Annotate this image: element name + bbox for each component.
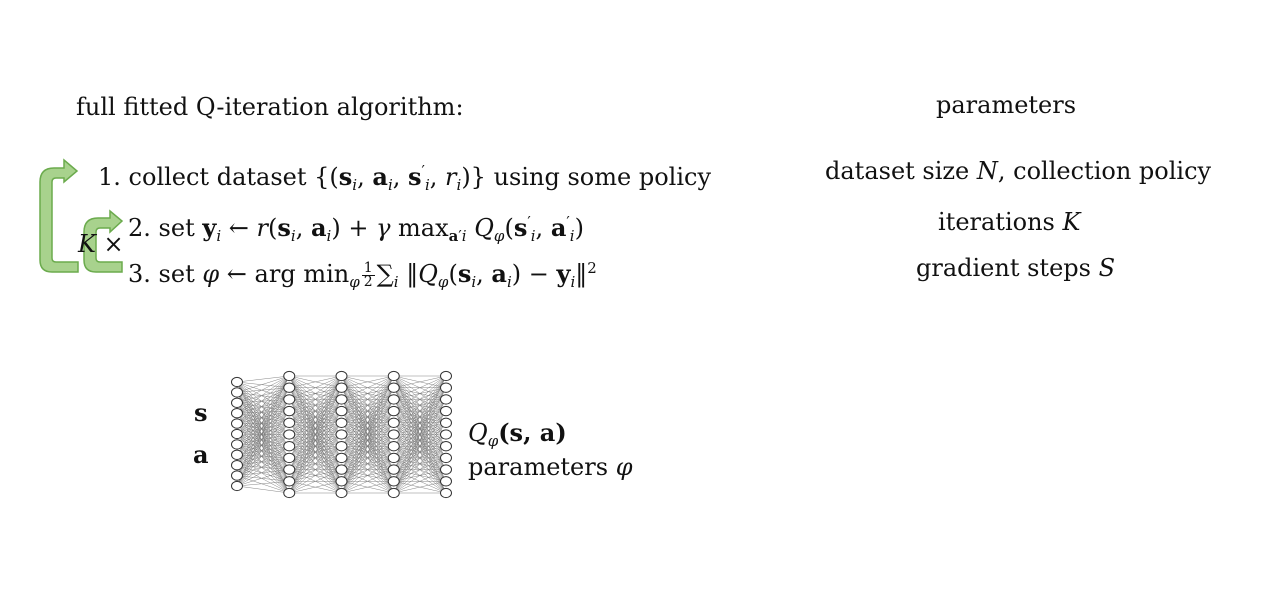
step-3 (128, 253, 597, 297)
nn-node-layer-4 (388, 488, 399, 497)
nn-node-layer-1 (232, 461, 243, 470)
q-function-label (468, 418, 567, 456)
step-1 (98, 156, 711, 200)
input-a-label: a (193, 440, 209, 469)
nn-node-layer-2 (284, 418, 295, 427)
network-params-text: parameters (468, 453, 609, 481)
nn-node-layer-3 (336, 465, 347, 474)
nn-node-layer-2 (284, 430, 295, 439)
input-s-label: s (194, 398, 208, 427)
network-parameters-label (468, 452, 633, 482)
nn-node-layer-3 (336, 477, 347, 486)
nn-node-layer-3 (336, 488, 347, 497)
param-step-2-text: iterations (938, 208, 1055, 236)
nn-node-layer-1 (232, 377, 243, 386)
nn-node-layer-5 (441, 465, 452, 474)
nn-node-layer-5 (441, 488, 452, 497)
nn-node-layer-5 (441, 383, 452, 392)
nn-node-layer-3 (336, 430, 347, 439)
param-step-1-tail: , collection policy (997, 157, 1212, 185)
param-step-2-var: K (1062, 208, 1081, 236)
nn-node-layer-4 (388, 395, 399, 404)
nn-node-layer-4 (388, 442, 399, 451)
param-step-3 (916, 253, 1115, 283)
nn-node-layer-1 (232, 471, 243, 480)
nn-node-layer-3 (336, 395, 347, 404)
nn-node-layer-1 (232, 409, 243, 418)
step-1-suffix: using some policy (493, 163, 712, 191)
nn-node-layer-3 (336, 418, 347, 427)
neural-network (225, 368, 460, 503)
param-step-1-text: dataset size (825, 157, 970, 185)
param-step-1-var: N (976, 157, 998, 185)
step-1-formula: {($s_i$, $a_i$, $s'_i$, $r_i$)} (314, 162, 486, 194)
nn-node-layer-4 (388, 430, 399, 439)
nn-node-layer-2 (284, 406, 295, 415)
nn-node-layer-1 (232, 440, 243, 449)
step-1-number: 1. (98, 163, 121, 191)
nn-node-layer-1 (232, 450, 243, 459)
nn-node-layer-4 (388, 465, 399, 474)
nn-node-layer-5 (441, 430, 452, 439)
nn-node-layer-4 (388, 477, 399, 486)
nn-node-layer-2 (284, 488, 295, 497)
parameters-header: parameters (936, 91, 1077, 119)
param-step-3-text: gradient steps (916, 254, 1091, 282)
nn-node-layer-3 (336, 453, 347, 462)
network-params-symbol: φ (615, 453, 633, 481)
nn-node-layer-5 (441, 477, 452, 486)
nn-node-layer-3 (336, 383, 347, 392)
nn-node-layer-4 (388, 453, 399, 462)
nn-node-layer-1 (232, 429, 243, 438)
nn-node-layer-2 (284, 465, 295, 474)
q-subscript: φ (487, 432, 499, 450)
step-3-word: set (158, 260, 195, 288)
nn-edge (237, 376, 289, 382)
nn-node-layer-1 (232, 388, 243, 397)
algorithm-title: full fitted Q-iteration algorithm: (76, 93, 464, 121)
step-2-word: set (158, 214, 195, 242)
outer-loop-arrow (40, 160, 78, 272)
param-step-3-var: S (1098, 254, 1116, 282)
nn-node-layer-5 (441, 395, 452, 404)
param-step-1 (825, 156, 1211, 186)
param-step-2 (938, 207, 1080, 237)
nn-node-layer-3 (336, 442, 347, 451)
nn-node-layer-5 (441, 418, 452, 427)
nn-node-layer-5 (441, 371, 452, 380)
step-3-formula: φ ← arg $\min_\varphi$ $\frac{1}{2}$ $\sum_i$ $‖Q_\varphi(s_i$, $a_i$) − $y_i‖^2$ (202, 259, 597, 291)
nn-node-layer-2 (284, 395, 295, 404)
nn-node-layer-1 (232, 419, 243, 428)
loop-count-label: K × (78, 230, 124, 258)
nn-node-layer-5 (441, 406, 452, 415)
q-args: (s, a) (498, 418, 567, 447)
nn-node-layer-2 (284, 453, 295, 462)
step-2 (128, 207, 584, 251)
nn-node-layer-3 (336, 371, 347, 380)
nn-node-layer-3 (336, 406, 347, 415)
nn-node-layer-1 (232, 398, 243, 407)
nn-node-layer-5 (441, 453, 452, 462)
nn-node-layer-2 (284, 477, 295, 486)
nn-node-layer-2 (284, 383, 295, 392)
step-3-number: 3. (128, 260, 151, 288)
nn-node-layer-4 (388, 406, 399, 415)
nn-node-layer-2 (284, 371, 295, 380)
nn-node-layer-2 (284, 442, 295, 451)
q-symbol: Q (468, 419, 488, 447)
nn-node-layer-4 (388, 371, 399, 380)
nn-node-layer-4 (388, 418, 399, 427)
step-1-word: collect dataset (128, 163, 307, 191)
nn-node-layer-5 (441, 442, 452, 451)
step-2-number: 2. (128, 214, 151, 242)
nn-node-layer-4 (388, 383, 399, 392)
nn-node-layer-1 (232, 481, 243, 490)
step-2-formula: $y_i$ ← $r(s_i$, $a_i) + \gamma$ $\max_{a'i} Q_\varphi(s'_i$, $a'_i$) (202, 213, 584, 245)
